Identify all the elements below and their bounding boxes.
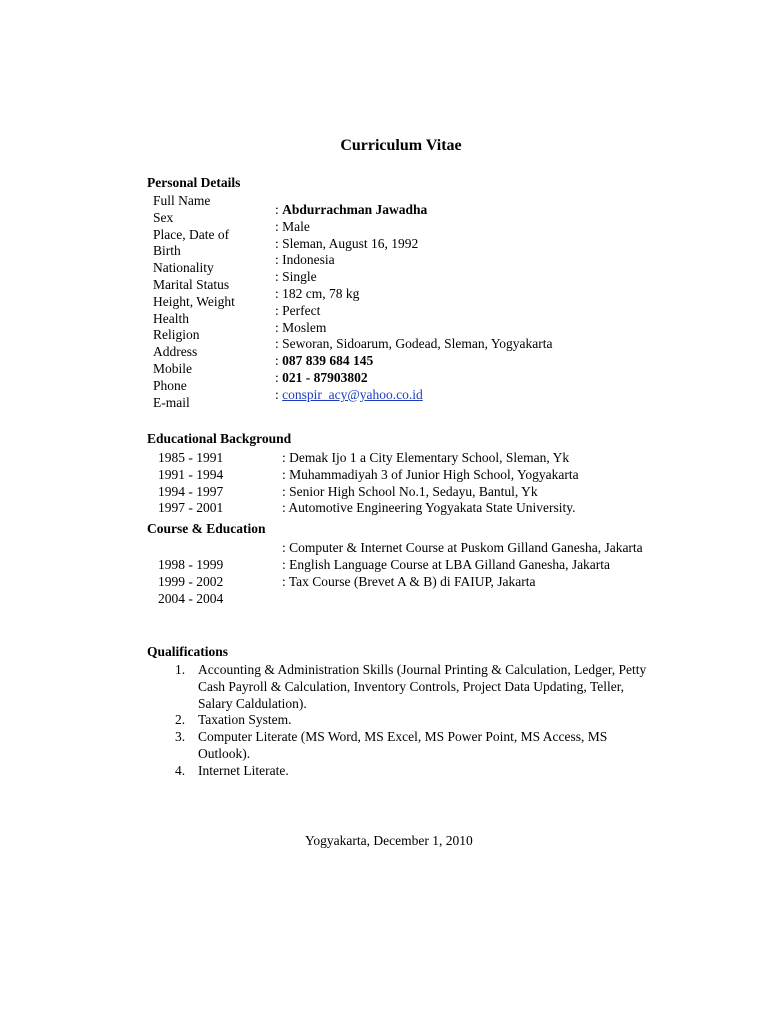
mobile: 087 839 684 145	[282, 353, 374, 369]
qualification-text: Computer Literate (MS Word, MS Excel, MS Power Point, MS Access, MS Outlook).	[198, 729, 608, 761]
label-place-date: Place, Date of	[153, 226, 230, 242]
sex: Male	[282, 218, 310, 234]
value-email: : conspir_acy@yahoo.co.id	[275, 386, 423, 402]
course-item: : Computer & Internet Course at Puskom Gilland Ganesha, Jakarta	[282, 540, 643, 555]
qualification-item	[160, 729, 650, 763]
label-full-name: Full Name	[153, 193, 211, 208]
qualification-number: 1.	[175, 662, 186, 677]
label-email: E-mail	[153, 394, 190, 410]
course-heading: Course & Education	[147, 521, 266, 536]
qualification-item	[160, 712, 650, 729]
signature-date: Yogyakarta, December 1, 2010	[305, 833, 473, 848]
value-address: : Seworan, Sidoarum, Godead, Sleman, Yogyakarta	[275, 336, 553, 352]
value-sex: : Male	[275, 218, 310, 234]
birth: Sleman, August 16, 1992	[282, 235, 419, 251]
course-year: 2004 - 2004	[158, 590, 224, 606]
marital-status: Single	[282, 269, 317, 285]
education-schools	[282, 450, 579, 517]
qualification-number: 4.	[175, 762, 186, 778]
course-years	[158, 557, 223, 607]
full-name: Abdurrachman Jawadha	[282, 202, 428, 217]
nationality: Indonesia	[282, 252, 335, 268]
qualification-text: Taxation System.	[198, 712, 292, 728]
qualifications-list	[160, 662, 650, 780]
education-school: : Automotive Engineering Yogyakata State University.	[282, 500, 576, 516]
education-year: 1991 - 1994	[158, 466, 224, 482]
value-religion: : Moslem	[275, 319, 327, 335]
phone: 021 - 87903802	[282, 369, 368, 385]
education-year: 1994 - 1997	[158, 483, 224, 499]
education-year: 1985 - 1991	[158, 450, 224, 465]
label-sex: Sex	[153, 209, 174, 225]
qualification-item	[160, 763, 650, 780]
label-height-weight: Height, Weight	[153, 293, 235, 309]
education-years	[158, 450, 223, 517]
value-height-weight: : 182 cm, 78 kg	[275, 285, 360, 301]
personal-labels	[153, 193, 235, 411]
education-school: : Muhammadiyah 3 of Junior High School, Yogyakarta	[282, 466, 579, 482]
course-year: 1999 - 2002	[158, 573, 224, 589]
education-heading: Educational Background	[147, 431, 292, 446]
qualification-item	[160, 662, 650, 712]
value-health: : Perfect	[275, 302, 321, 318]
value-marital-status: : Single	[275, 269, 317, 285]
personal-values	[275, 202, 552, 404]
course-year: 1998 - 1999	[158, 557, 224, 572]
label-marital-status: Marital Status	[153, 276, 230, 292]
course-item: : English Language Course at LBA Gilland Ganesha, Jakarta	[282, 556, 611, 572]
label-phone: Phone	[153, 377, 187, 393]
qualification-text: Accounting & Administration Skills (Journal Printing & Calculation, Ledger, Petty Cash Payroll & Calculation, Inventory Controls, Project Data Updating, Teller, Salary Caldulation).	[198, 662, 647, 711]
personal-details-heading: Personal Details	[147, 175, 241, 190]
label-nationality: Nationality	[153, 260, 214, 276]
value-mobile: : 087 839 684 145	[275, 353, 374, 369]
health: Perfect	[282, 302, 321, 318]
qualification-number: 2.	[175, 712, 186, 728]
value-full-name: : Abdurrachman Jawadha	[275, 202, 428, 217]
height-weight: 182 cm, 78 kg	[282, 285, 360, 301]
label-religion: Religion	[153, 327, 200, 343]
course-item: : Tax Course (Brevet A & B) di FAIUP, Jakarta	[282, 573, 536, 589]
value-birth: : Sleman, August 16, 1992	[275, 235, 419, 251]
education-year: 1997 - 2001	[158, 500, 224, 516]
value-phone: : 021 - 87903802	[275, 369, 368, 385]
qualifications-heading: Qualifications	[147, 644, 229, 659]
qualification-number: 3.	[175, 729, 186, 745]
label-health: Health	[153, 310, 189, 326]
religion: Moslem	[282, 319, 327, 335]
qualification-text: Internet Literate.	[198, 762, 289, 778]
label-address: Address	[153, 344, 198, 360]
document-title: Curriculum Vitae	[340, 137, 462, 154]
course-items	[282, 540, 662, 590]
label-mobile: Mobile	[153, 360, 192, 376]
email-link[interactable]: conspir_acy@yahoo.co.id	[282, 386, 423, 402]
label-birth: Birth	[153, 243, 181, 259]
address: Seworan, Sidoarum, Godead, Sleman, Yogyakarta	[282, 336, 553, 352]
value-nationality: : Indonesia	[275, 252, 335, 268]
education-school: : Senior High School No.1, Sedayu, Bantul, Yk	[282, 483, 538, 499]
education-school: : Demak Ijo 1 a City Elementary School, Sleman, Yk	[282, 450, 570, 465]
